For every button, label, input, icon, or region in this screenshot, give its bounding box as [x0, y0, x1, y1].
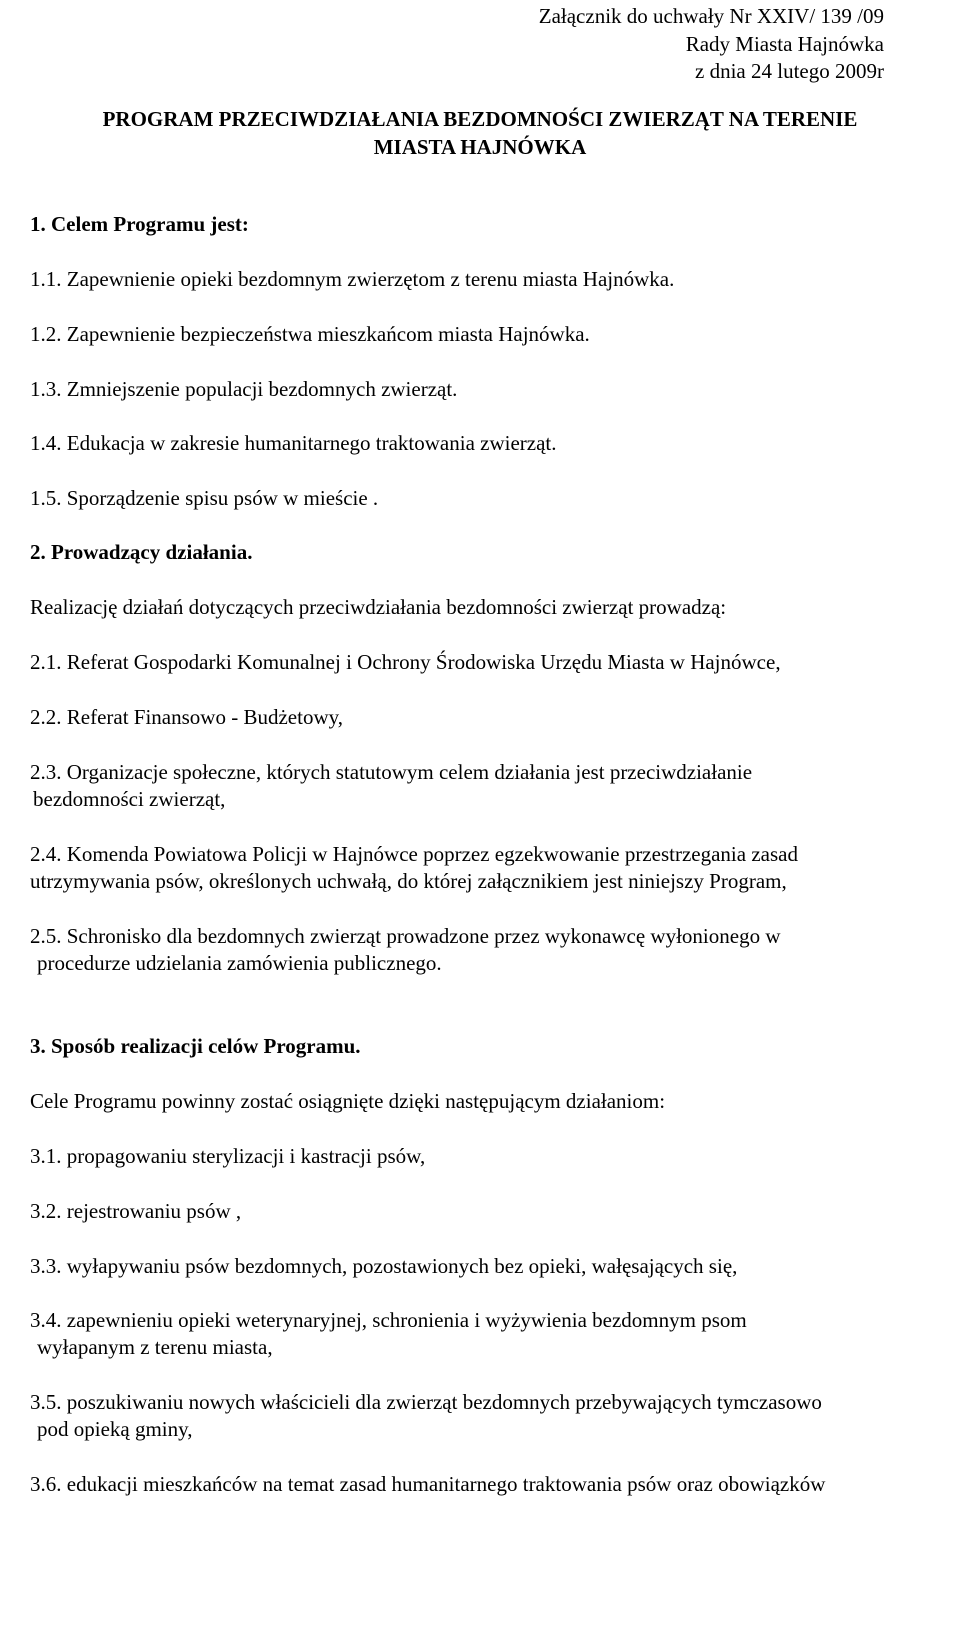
header-line-1: Załącznik do uchwały Nr XXIV/ 139 /09 — [538, 4, 884, 28]
list-item-continuation: utrzymywania psów, określonych uchwałą, do której załącznikiem jest niniejszy Program, — [30, 869, 787, 893]
list-item-continuation: procedurze udzielania zamówienia publicznego. — [37, 951, 442, 975]
list-item-continuation: bezdomności zwierząt, — [33, 787, 226, 811]
section-3-intro: Cele Programu powinny zostać osiągnięte dzięki następującym działaniom: — [30, 1089, 666, 1113]
list-item: 2.5. Schronisko dla bezdomnych zwierząt prowadzone przez wykonawcę wyłonionego w — [30, 924, 781, 948]
header-line-3: z dnia 24 lutego 2009r — [695, 59, 884, 83]
list-item: 2.2. Referat Finansowo - Budżetowy, — [30, 705, 343, 729]
list-item: 1.3. Zmniejszenie populacji bezdomnych zwierząt. — [30, 377, 458, 401]
section-2-intro: Realizację działań dotyczących przeciwdziałania bezdomności zwierząt prowadzą: — [30, 595, 727, 619]
list-item: 1.4. Edukacja w zakresie humanitarnego traktowania zwierząt. — [30, 431, 557, 455]
list-item: 2.1. Referat Gospodarki Komunalnej i Ochrony Środowiska Urzędu Miasta w Hajnówce, — [30, 650, 781, 674]
document-title-line-1: PROGRAM PRZECIWDZIAŁANIA BEZDOMNOŚCI ZWIERZĄT NA TERENIE — [102, 107, 858, 131]
list-item: 3.1. propagowaniu sterylizacji i kastracji psów, — [30, 1144, 426, 1168]
list-item: 3.3. wyłapywaniu psów bezdomnych, pozostawionych bez opieki, wałęsających się, — [30, 1254, 738, 1278]
section-1-heading: 1. Celem Programu jest: — [30, 212, 249, 236]
list-item-continuation: pod opieką gminy, — [37, 1417, 193, 1441]
list-item: 1.1. Zapewnienie opieki bezdomnym zwierzętom z terenu miasta Hajnówka. — [30, 267, 675, 291]
list-item: 1.2. Zapewnienie bezpieczeństwa mieszkańcom miasta Hajnówka. — [30, 322, 590, 346]
list-item: 3.5. poszukiwaniu nowych właścicieli dla zwierząt bezdomnych przebywających tymczasowo — [30, 1390, 822, 1414]
document-title-line-2: MIASTA HAJNÓWKA — [373, 135, 587, 159]
list-item: 3.2. rejestrowaniu psów , — [30, 1199, 242, 1223]
list-item: 2.3. Organizacje społeczne, których statutowym celem działania jest przeciwdziałanie — [30, 760, 753, 784]
list-item: 1.5. Sporządzenie spisu psów w mieście . — [30, 486, 379, 510]
header-line-2: Rady Miasta Hajnówka — [685, 32, 884, 56]
section-2-heading: 2. Prowadzący działania. — [30, 540, 253, 564]
list-item: 3.4. zapewnieniu opieki weterynaryjnej, schronienia i wyżywienia bezdomnym psom — [30, 1308, 747, 1332]
section-3-heading: 3. Sposób realizacji celów Programu. — [30, 1034, 361, 1058]
list-item: 2.4. Komenda Powiatowa Policji w Hajnówce poprzez egzekwowanie przestrzegania zasad — [30, 842, 798, 866]
list-item-continuation: wyłapanym z terenu miasta, — [37, 1335, 273, 1359]
list-item: 3.6. edukacji mieszkańców na temat zasad humanitarnego traktowania psów oraz obowiązków — [30, 1472, 826, 1496]
